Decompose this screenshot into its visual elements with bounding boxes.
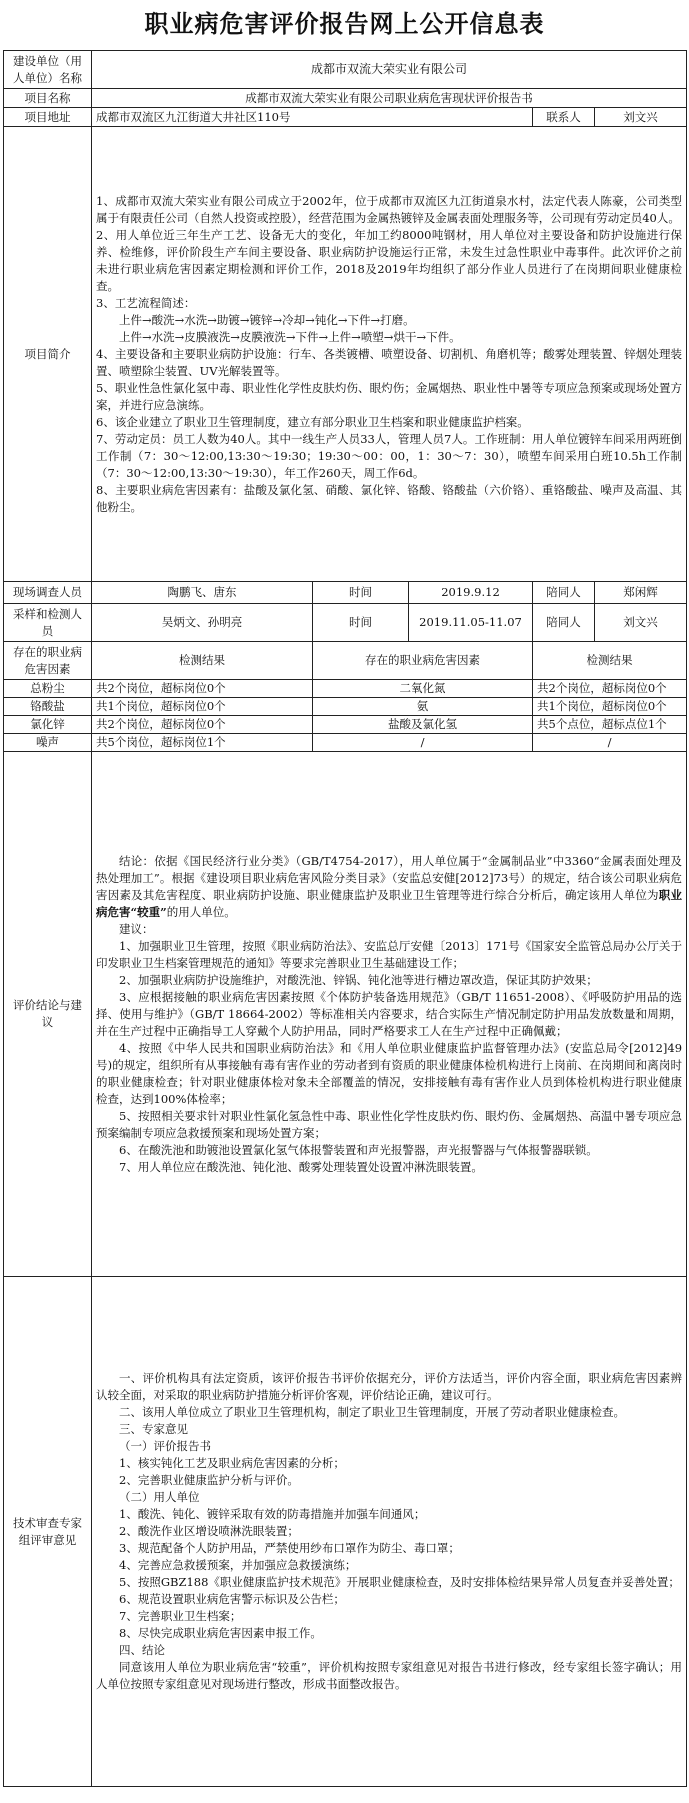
sampling-time-label: 时间 <box>313 604 409 642</box>
sampling-staff-label: 采样和检测人员 <box>4 604 92 642</box>
contact-label: 联系人 <box>533 108 595 127</box>
survey-time-label: 时间 <box>313 582 409 604</box>
table-row <box>4 1277 687 1787</box>
review-paragraph: 1、酸洗、钝化、镀锌采取有效的防毒措施并加强车间通风； <box>119 1507 426 1521</box>
survey-staff-value: 陶鹏飞、唐东 <box>92 582 313 604</box>
info-table <box>3 50 687 1787</box>
review-paragraph: （一）评价报告书 <box>119 1439 211 1453</box>
table-row <box>4 51 687 89</box>
hazard-header-factor-2: 存在的职业病危害因素 <box>313 642 533 680</box>
hazard-factor: 氯化锌 <box>4 716 92 734</box>
survey-escort-value: 郑闲辉 <box>595 582 687 604</box>
hazard-header-factor-1: 存在的职业病危害因素 <box>4 642 92 680</box>
conclusion-label: 评价结论与建议 <box>4 752 92 1277</box>
table-row <box>4 680 687 698</box>
review-paragraph: 8、尽快完成职业病危害因素申报工作。 <box>119 1626 322 1640</box>
intro-label: 项目简介 <box>4 127 92 582</box>
intro-paragraph: 1、成都市双流大荣实业有限公司成立于2002年，位于成都市双流区九江街道泉水村，法定代表人陈豪，公司类型属于有限责任公司（自然人投资或控股），经营范围为金属热镀锌及金属表面处理服务等，公司现有劳动定员40人。 <box>96 193 683 225</box>
hazard-result: 共2个岗位，超标岗位0个 <box>92 680 313 698</box>
review-paragraph: 2、酸洗作业区增设喷淋洗眼装置； <box>119 1524 299 1538</box>
review-paragraph: 三、专家意见 <box>119 1422 188 1436</box>
review-paragraph: 二、该用人单位成立了职业卫生管理机构，制定了职业卫生管理制度，开展了劳动者职业健康检查。 <box>119 1405 625 1419</box>
conclusion-content <box>92 752 687 1277</box>
project-address-label: 项目地址 <box>4 108 92 127</box>
intro-paragraph: 6、该企业建立了职业卫生管理制度，建立有部分职业卫生档案和职业健康监护档案。 <box>96 414 529 429</box>
process-flow-2: 上件→水洗→皮膜液洗→皮膜液洗→下件→上件→喷塑→烘干→下件。 <box>119 329 461 344</box>
intro-paragraph: 7、劳动定员：员工人数为40人。其中一线生产人员33人，管理人员7人。工作班制：用人单位镀锌车间采用两班倒工作制（7：30～12:00,13:30～19:30；19:30～00：00，1：30～7：30），喷塑车间采用白班10.5h工作制（7：30～12:00,13:30～19:30），年工作260天，周工作6d。 <box>96 431 683 480</box>
project-name-value: 成都市双流大荣实业有限公司职业病危害现状评价报告书 <box>92 89 687 108</box>
sampling-escort-label: 陪同人 <box>533 604 595 642</box>
contact-value: 刘文兴 <box>595 108 687 127</box>
conclusion-text: 结论：依据《国民经济行业分类》（GB/T4754-2017），用人单位属于“金属制品业”中3360“金属表面处理及热处理加工”。根据《建设项目职业病危害风险分类目录》（安监总安健[2012]73号）的规定，结合该公司职业病危害因素及其危害程度、职业病防护设施、职业健康监护及职业卫生管理等进行综合分析后，确定该用人单位为 <box>96 853 683 902</box>
table-row <box>4 752 687 1277</box>
intro-paragraph: 2、用人单位近三年生产工艺、设备无大的变化，年加工约8000吨钢材，用人单位对主要设备和防护设施进行保养、检维修，评价阶段生产车间主要设备、职业病防护设施运行正常，未发生过急性职业中毒事件。此次评价之前未进行职业病危害因素定期检测和评价工作，2018及2019年均组织了部分作业人员进行了在岗期间职业健康检查。 <box>96 227 683 293</box>
hazard-result: 共1个岗位，超标岗位0个 <box>533 698 687 716</box>
table-row <box>4 716 687 734</box>
suggestion-item: 3、应根据接触的职业病危害因素按照《个体防护装备选用规范》（GB/T 11651-2008）、《呼吸防护用品的选择、使用与维护》（GB/T 18664-2002）等标准相关内容要求，结合实际生产情况制定防护用品发放数量和周期，并在生产过程中正确指导工人穿戴个人防护用品，同时严格要求工人在生产过程中正确佩戴； <box>96 989 683 1038</box>
review-paragraph: （二）用人单位 <box>119 1490 200 1504</box>
conclusion-text-end: 的用人单位。 <box>166 904 236 919</box>
review-paragraph: 2、完善职业健康监护分析与评价。 <box>119 1473 299 1487</box>
table-row <box>4 642 687 680</box>
sampling-time-value: 2019.11.05-11.07 <box>409 604 533 642</box>
project-address-value: 成都市双流区九江街道大井社区110号 <box>92 108 533 127</box>
review-content <box>92 1277 687 1787</box>
suggestion-item: 6、在酸洗池和助镀池设置氯化氢气体报警装置和声光报警器，声光报警器与气体报警器联锁。 <box>119 1142 598 1157</box>
hazard-header-result-1: 检测结果 <box>92 642 313 680</box>
hazard-result: 共2个岗位，超标岗位0个 <box>92 716 313 734</box>
suggestion-item: 4、按照《中华人民共和国职业病防治法》和《用人单位职业健康监护监督管理办法》(安监总局令[2012]49号)的规定，组织所有从事接触有毒有害作业的劳动者到有资质的职业健康体检机构进行上岗前、在岗期间和离岗时的职业健康检查；针对职业健康体检对象未全部覆盖的情况，安排接触有毒有害作业人员到体检机构进行职业健康检查，达到100%体检率； <box>96 1040 683 1106</box>
intro-content <box>92 127 687 582</box>
hazard-header-result-2: 检测结果 <box>533 642 687 680</box>
hazard-result: 共5个点位，超标点位1个 <box>533 716 687 734</box>
hazard-factor: 二氧化氮 <box>313 680 533 698</box>
hazard-result: 共5个岗位，超标岗位1个 <box>92 734 313 752</box>
suggestion-item: 5、按照相关要求针对职业性氯化氢急性中毒、职业性化学性皮肤灼伤、眼灼伤、金属烟热、高温中暑专项应急预案编制专项应急救援预案和现场处置方案； <box>96 1108 683 1140</box>
table-row <box>4 89 687 108</box>
review-paragraph: 同意该用人单位为职业病危害“较重”，评价机构按照专家组意见对报告书进行修改，经专家组长签字确认；用人单位按照专家组意见对现场进行整改，形成书面整改报告。 <box>96 1660 683 1691</box>
table-row <box>4 108 687 127</box>
conclusion-grade: 职业病危害“较重” <box>96 887 683 919</box>
survey-time-value: 2019.9.12 <box>409 582 533 604</box>
table-row <box>4 604 687 642</box>
hazard-result: 共2个岗位，超标岗位0个 <box>533 680 687 698</box>
project-name-label: 项目名称 <box>4 89 92 108</box>
suggestion-item: 1、加强职业卫生管理，按照《职业病防治法》、安监总厅安健〔2013〕171号《国家安全监管总局办公厅关于印发职业卫生档案管理规范的通知》等要求完善职业卫生基础建设工作； <box>96 938 683 970</box>
conclusion-paragraph <box>96 853 682 921</box>
hazard-factor: 氨 <box>313 698 533 716</box>
table-row <box>4 734 687 752</box>
intro-paragraph: 4、主要设备和主要职业病防护设施：行车、各类镀槽、喷塑设备、切割机、角磨机等；酸雾处理装置、锌烟处理装置、喷塑除尘装置、UV光解装置等。 <box>96 346 683 378</box>
review-label: 技术审查专家组评审意见 <box>4 1277 92 1787</box>
intro-paragraph: 8、主要职业病危害因素有：盐酸及氯化氢、硝酸、氯化锌、铬酸、铬酸盐（六价铬）、重铬酸盐、噪声及高温、其他粉尘。 <box>96 482 683 514</box>
review-paragraph: 一、评价机构具有法定资质，该评价报告书评价依据充分，评价方法适当，评价内容全面，职业病危害因素辨认较全面，对采取的职业病防护措施分析评价客观，评价结论正确，建议可行。 <box>96 1371 683 1402</box>
suggestion-item: 7、用人单位应在酸洗池、钝化池、酸雾处理装置处设置冲淋洗眼装置。 <box>119 1159 483 1174</box>
review-paragraph: 4、完善应急救援预案，并加强应急救援演练； <box>119 1558 357 1572</box>
review-paragraph: 6、规范设置职业病危害警示标识及公告栏； <box>119 1592 345 1606</box>
suggestion-heading: 建议： <box>119 921 154 936</box>
hazard-factor: 盐酸及氯化氢 <box>313 716 533 734</box>
process-flow-1: 上件→酸洗→水洗→助镀→镀锌→冷却→钝化→下件→打磨。 <box>119 312 415 327</box>
hazard-result: / <box>533 734 687 752</box>
hazard-factor: 铬酸盐 <box>4 698 92 716</box>
review-paragraph: 5、按照GBZ188《职业健康监护技术规范》开展职业健康检查，及时安排体检结果异常人员复查并妥善处置； <box>119 1575 680 1589</box>
table-row <box>4 582 687 604</box>
table-row <box>4 698 687 716</box>
intro-paragraph: 3、工艺流程简述： <box>96 295 196 310</box>
sampling-staff-value: 吴炳文、孙明亮 <box>92 604 313 642</box>
table-row <box>4 127 687 582</box>
unit-name-label: 建设单位（用人单位）名称 <box>4 51 92 89</box>
review-paragraph: 1、核实钝化工艺及职业病危害因素的分析； <box>119 1456 345 1470</box>
hazard-factor: 噪声 <box>4 734 92 752</box>
hazard-factor: / <box>313 734 533 752</box>
unit-name-value: 成都市双流大荣实业有限公司 <box>92 51 687 89</box>
survey-staff-label: 现场调查人员 <box>4 582 92 604</box>
suggestion-item: 2、加强职业病防护设施维护，对酸洗池、锌锅、钝化池等进行槽边罩改造，保证其防护效果； <box>119 972 598 987</box>
review-paragraph: 四、结论 <box>119 1643 165 1657</box>
page-title: 职业病危害评价报告网上公开信息表 <box>144 10 545 38</box>
review-paragraph: 3、规范配备个人防护用品，严禁使用纱布口罩作为防尘、毒口罩； <box>119 1541 460 1555</box>
intro-paragraph: 5、职业性急性氯化氢中毒、职业性化学性皮肤灼伤、眼灼伤；金属烟热、职业性中暑等专项应急预案或现场处置方案，并进行应急演练。 <box>96 380 683 412</box>
survey-escort-label: 陪同人 <box>533 582 595 604</box>
hazard-factor: 总粉尘 <box>4 680 92 698</box>
sampling-escort-value: 刘文兴 <box>595 604 687 642</box>
review-paragraph: 7、完善职业卫生档案； <box>119 1609 242 1623</box>
hazard-result: 共1个岗位，超标岗位0个 <box>92 698 313 716</box>
